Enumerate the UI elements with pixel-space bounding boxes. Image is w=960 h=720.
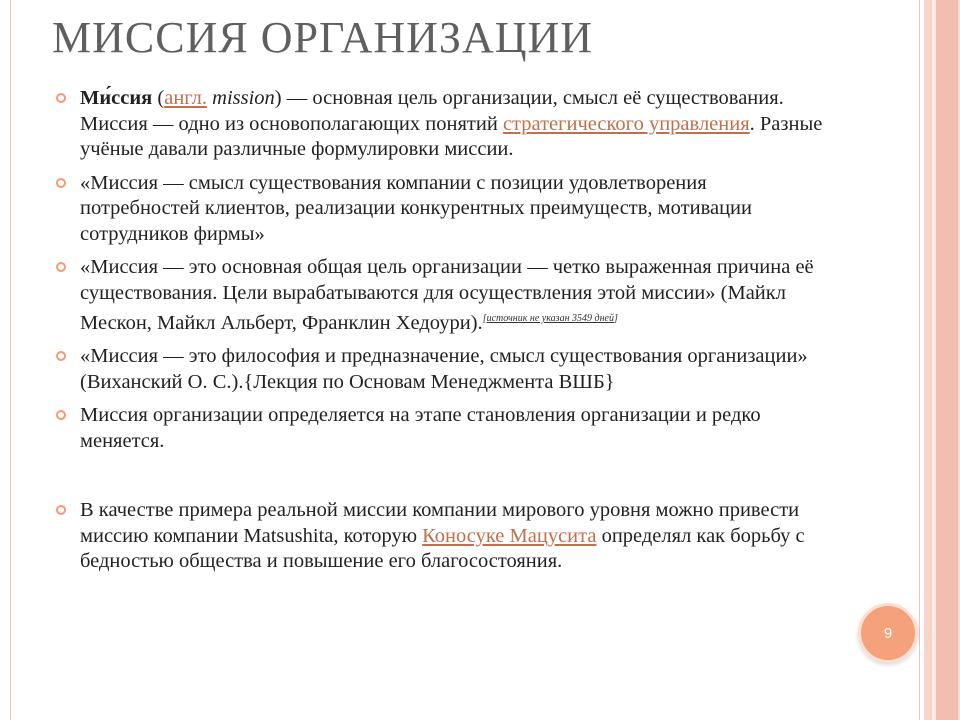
- slide-title: МИССИЯ ОРГАНИЗАЦИИ: [52, 13, 594, 62]
- bullet-marker-icon: [56, 410, 66, 420]
- bullet-marker-icon: [56, 505, 66, 515]
- bullet-marker-icon: [56, 262, 66, 272]
- bullet-item: Миссия организации определяется на этапе становления организации и редко меняется.: [56, 403, 824, 454]
- link-english[interactable]: англ.: [164, 87, 208, 109]
- citation-needed[interactable]: [источник не указан 3549 дней]: [482, 313, 618, 324]
- link-strategic-management[interactable]: стратегического управления: [502, 112, 750, 135]
- decor-stripe: [924, 0, 932, 720]
- page-number-badge: 9: [858, 603, 918, 663]
- slide-content: [56, 86, 824, 583]
- decor-stripe: [936, 0, 958, 720]
- bullet-item: «Миссия — смысл существования компании с позиции удовлетворения потребностей клиентов, реализации конкурентных преимуществ, мотивации сотрудников фирмы»: [56, 171, 824, 248]
- term-mission: Ми́ссия: [80, 87, 153, 109]
- bullet-item: «Миссия — это философия и предназначение, смысл существования организации» (Виханский О. С.).{Лекция по Основам Менеджмента ВШБ}: [56, 344, 824, 395]
- bullet-item: В качестве примера реальной миссии компании мирового уровня можно привести миссию компании Matsushita, которую Коносуке Мацусита определял как борьбу с бедностью общества и повышение его благосостояния.: [56, 498, 824, 575]
- bullet-item: Ми́ссия (англ. mission) — основная цель организации, смысл её существования. Миссия — одно из основополагающих понятий стратегического управления. Разные учёные давали различные формулировки миссии.: [56, 86, 824, 163]
- bullet-marker-icon: [56, 93, 66, 103]
- bullet-marker-icon: [56, 351, 66, 361]
- bullet-item: «Миссия — это основная общая цель организации — четко выраженная причина её существования. Цели вырабатываются для осуществления этой миссии» (Майкл Мескон, Майкл Альберт, Франклин Хедоури).[источник не указан 3549 дней]: [56, 255, 824, 336]
- bullet-marker-icon: [56, 178, 66, 188]
- link-konosuke-matsushita[interactable]: Коносуке Мацусита: [422, 524, 597, 547]
